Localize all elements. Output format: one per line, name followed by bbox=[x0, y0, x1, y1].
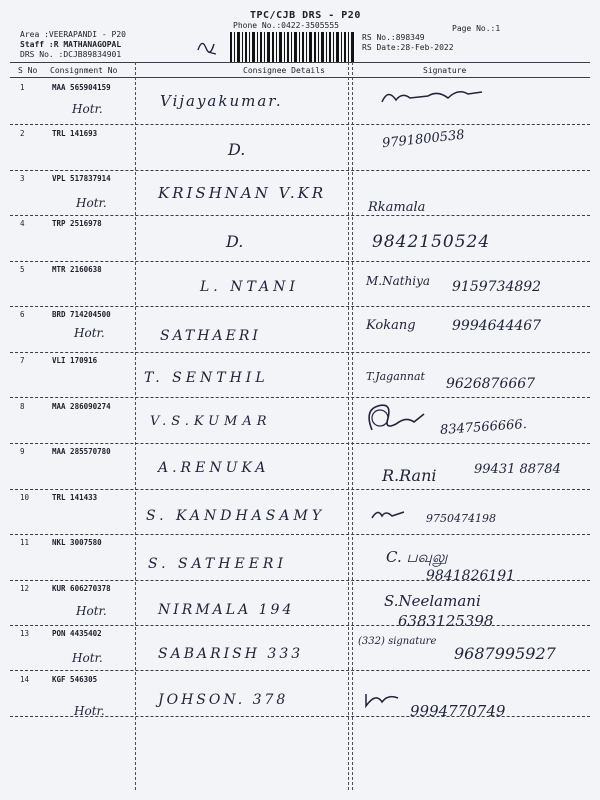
recipient-phone: 9750474198 bbox=[426, 512, 496, 525]
consignee-name: SABARISH 333 bbox=[158, 646, 304, 662]
left-note: Hotr. bbox=[72, 651, 103, 665]
consignment-number: KUR 606270378 bbox=[52, 584, 111, 593]
row-number: 9 bbox=[20, 447, 25, 456]
consignment-number: TRL 141433 bbox=[52, 493, 98, 502]
recipient-phone: 8347566666. bbox=[439, 416, 528, 439]
left-note: Hotr. bbox=[74, 704, 105, 718]
consignment-number: KGF 546305 bbox=[52, 675, 98, 684]
sheet-title: TPC/CJB DRS - P20 bbox=[250, 10, 361, 21]
row-number: 1 bbox=[20, 83, 25, 92]
consignment-number: MAA 285570780 bbox=[52, 447, 111, 456]
consignee-name: D. bbox=[226, 232, 244, 251]
consignee-name: NIRMALA 194 bbox=[158, 602, 295, 618]
recipient-signature: Kokang bbox=[366, 318, 416, 333]
rs-date: RS Date:28-Feb-2022 bbox=[362, 43, 454, 52]
consignee-name: S. SATHEERI bbox=[148, 556, 287, 572]
signature-image bbox=[378, 84, 488, 110]
row-number: 14 bbox=[20, 675, 30, 684]
row-number: 13 bbox=[20, 629, 30, 638]
recipient-phone: 9994644467 bbox=[452, 318, 542, 334]
recipient-phone: 9687995927 bbox=[454, 644, 556, 663]
recipient-phone: 9841826191 bbox=[426, 568, 516, 584]
left-note: Hotr. bbox=[74, 326, 105, 340]
row-number: 11 bbox=[20, 538, 30, 547]
consignee-name: KRISHNAN V.KR bbox=[158, 184, 327, 202]
rs-number: RS No.:898349 bbox=[362, 33, 425, 42]
drs-number: DRS No. :DCJB89834901 bbox=[20, 50, 122, 59]
row-number: 6 bbox=[20, 310, 25, 319]
left-note: Hotr. bbox=[76, 604, 107, 618]
consignee-name: JOHSON. 378 bbox=[158, 692, 289, 708]
staff-label: Staff :R MATHANAGOPAL bbox=[20, 40, 122, 49]
consignment-number: VLI 170916 bbox=[52, 356, 98, 365]
area-label: Area :VEERAPANDI - P20 bbox=[20, 30, 126, 39]
consignee-name: S. KANDHASAMY bbox=[146, 508, 326, 524]
column-consignee: Consignee Details bbox=[243, 66, 325, 75]
recipient-phone: 9626876667 bbox=[446, 376, 536, 392]
consignee-name: A.RENUKA bbox=[158, 460, 270, 476]
row-number: 10 bbox=[20, 493, 30, 502]
consignment-number: NKL 3007580 bbox=[52, 538, 102, 547]
consignment-number: MTR 2160638 bbox=[52, 265, 102, 274]
phone-number: Phone No.:0422-3505555 bbox=[233, 21, 339, 30]
row-number: 7 bbox=[20, 356, 25, 365]
recipient-phone: 9842150524 bbox=[372, 232, 491, 252]
consignee-name: L. NTANI bbox=[200, 279, 299, 295]
recipient-signature: R.Rani bbox=[382, 466, 437, 485]
recipient-phone: 6383125398 bbox=[398, 612, 494, 630]
signature-image bbox=[362, 688, 402, 710]
row-number: 3 bbox=[20, 174, 25, 183]
consignment-number: MAA 565904159 bbox=[52, 83, 111, 92]
barcode-image bbox=[230, 32, 354, 62]
left-note: Hotr. bbox=[72, 102, 103, 116]
recipient-signature: Rkamala bbox=[368, 200, 426, 215]
consignment-number: PON 4435402 bbox=[52, 629, 102, 638]
consignee-name: V.S.KUMAR bbox=[150, 414, 272, 429]
recipient-signature: C. பவுலு bbox=[386, 548, 448, 566]
signature-image bbox=[370, 506, 406, 522]
recipient-signature: M.Nathiya bbox=[366, 274, 431, 288]
column-sno: S No bbox=[18, 66, 38, 75]
consignee-name: Vijayakumar. bbox=[160, 92, 283, 110]
scribble-mark bbox=[196, 36, 220, 58]
recipient-signature: (332) signature bbox=[358, 636, 437, 647]
recipient-phone: 9994770749 bbox=[410, 702, 506, 720]
row-number: 12 bbox=[20, 584, 30, 593]
row-number: 8 bbox=[20, 402, 25, 411]
consignee-name: D. bbox=[228, 140, 246, 159]
consignee-name: SATHAERI bbox=[160, 328, 261, 344]
left-note: Hotr. bbox=[76, 196, 107, 210]
column-consignment: Consignment No bbox=[50, 66, 118, 75]
recipient-signature: T.Jagannat bbox=[366, 370, 425, 383]
row-number: 4 bbox=[20, 219, 25, 228]
row-number: 2 bbox=[20, 129, 25, 138]
recipient-phone: 9159734892 bbox=[452, 279, 542, 295]
recipient-phone: 9791800538 bbox=[381, 127, 466, 152]
consignment-number: TRP 2516978 bbox=[52, 219, 102, 228]
column-signature: Signature bbox=[423, 66, 467, 75]
page-number: Page No.:1 bbox=[452, 24, 501, 33]
consignment-number: TRL 141693 bbox=[52, 129, 98, 138]
signature-image bbox=[362, 400, 432, 440]
consignment-number: VPL 517837914 bbox=[52, 174, 111, 183]
consignment-number: BRD 714204500 bbox=[52, 310, 111, 319]
recipient-phone: 99431 88784 bbox=[474, 462, 561, 477]
row-number: 5 bbox=[20, 265, 25, 274]
consignee-name: T. SENTHIL bbox=[144, 370, 269, 386]
consignment-number: MAA 286090274 bbox=[52, 402, 111, 411]
recipient-signature: S.Neelamani bbox=[384, 592, 481, 610]
